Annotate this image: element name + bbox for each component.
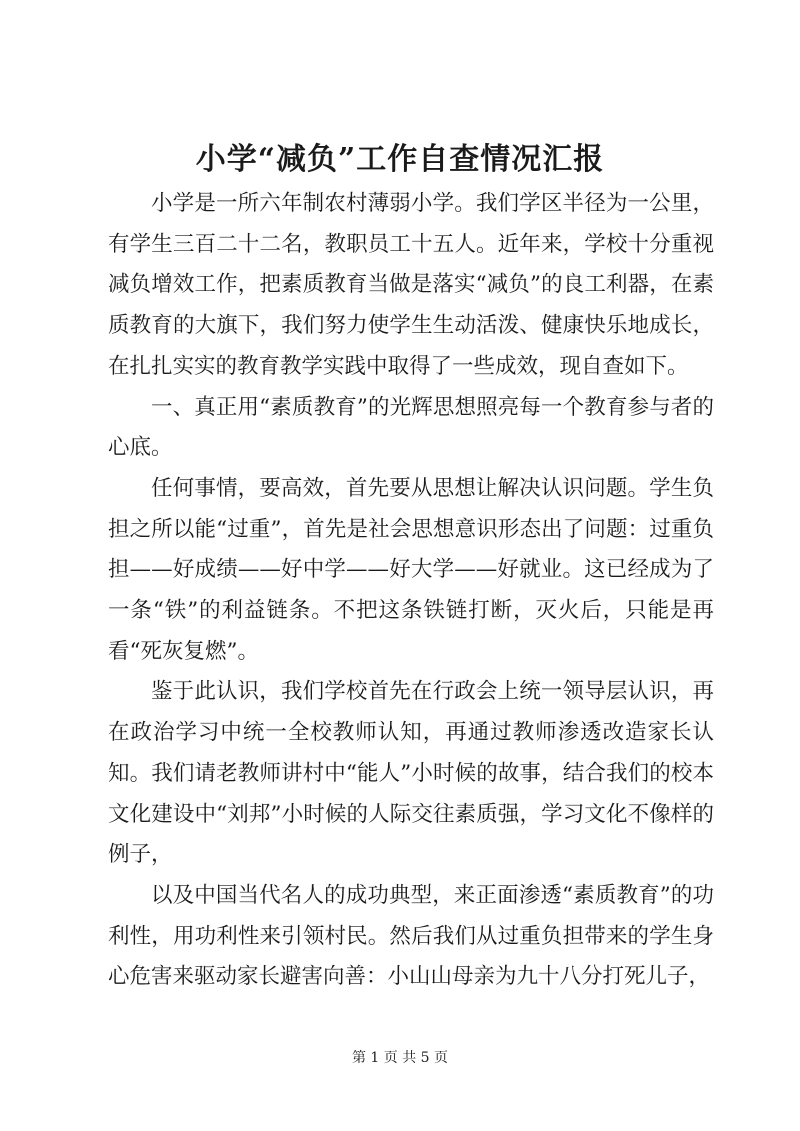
paragraph: 鉴于此认识，我们学校首先在行政会上统一领导层认识，再在政治学习中统一全校教师认知，再通过教师渗透改造家长认知。我们请老教师讲村中“能人”小时候的故事，结合我们的校本文化建设中“刘邦”小时候的人际交往素质强，学习文化不像样的例子， — [108, 679, 714, 868]
page-footer: 第 1 页 共 5 页 — [351, 1050, 449, 1066]
paragraph: 任何事情，要高效，首先要从思想让解决认识问题。学生负担之所以能“过重”，首先是社会思想意识形态出了问题：过重负担——好成绩——好中学——好大学——好就业。这已经成为了一条“铁”的利益链条。不把这条铁链打断，灭火后，只能是再看“死灰复燃”。 — [108, 475, 714, 664]
paragraph: 一、真正用“素质教育”的光辉思想照亮每一个教育参与者的心底。 — [108, 394, 714, 461]
document-title: 小学“减负”工作自查情况汇报 — [195, 142, 605, 177]
document-body — [108, 184, 714, 998]
paragraph: 以及中国当代名人的成功典型，来正面渗透“素质教育”的功利性，用功利性来引领村民。然后我们从过重负担带来的学生身心危害来驱动家长避害向善：小山山母亲为九十八分打死儿子， — [108, 882, 714, 990]
paragraph: 小学是一所六年制农村薄弱小学。我们学区半径为一公里，有学生三百二十二名，教职员工十五人。近年来，学校十分重视减负增效工作，把素质教育当做是落实“减负”的良工利器，在素质教育的大旗下，我们努力使学生生动活泼、健康快乐地成长，在扎扎实实的教育教学实践中取得了一些成效，现自查如下。 — [108, 191, 714, 379]
